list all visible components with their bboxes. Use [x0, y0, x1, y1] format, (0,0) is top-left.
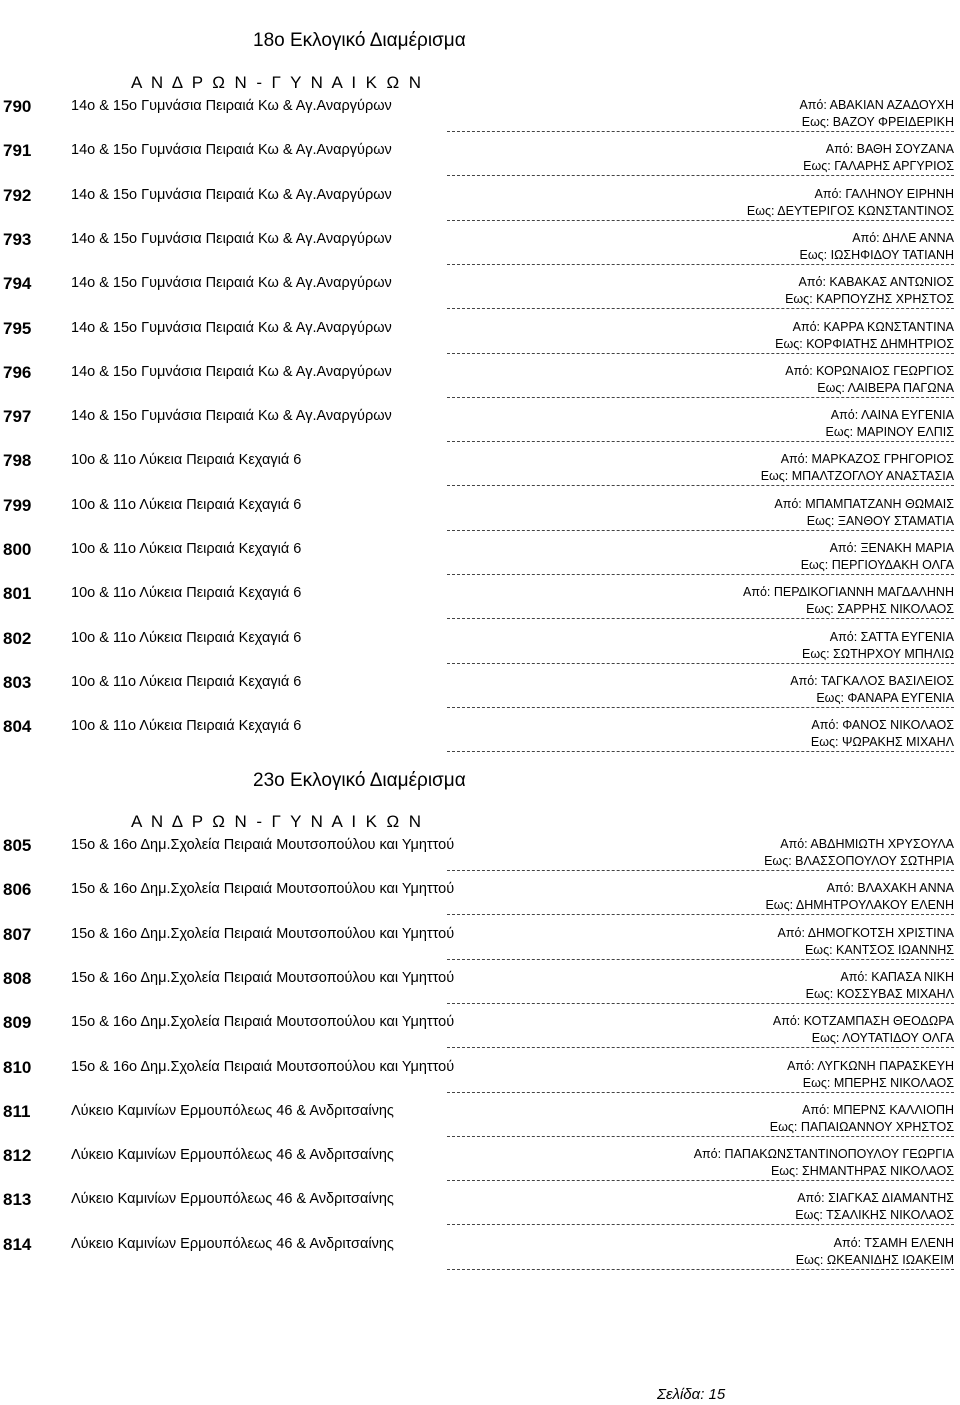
- range-from: Από: ΤΑΓΚΑΛΟΣ ΒΑΣΙΛΕΙΟΣ: [790, 673, 954, 688]
- range-from: Από: ΦΑΝΟΣ ΝΙΚΟΛΑΟΣ: [811, 718, 954, 733]
- polling-location: 15ο & 16ο Δημ.Σχολεία Πειραιά Μουτσοπούλου και Υμηττού: [71, 1014, 455, 1031]
- dashed-divider: [447, 397, 954, 398]
- range-to: Εως: ΔΗΜΗΤΡΟΥΛΑΚΟΥ ΕΛΕΝΗ: [765, 898, 954, 913]
- range-from: Από: ΠΕΡΔΙΚΟΓΙΑΝΝΗ ΜΑΓΔΑΛΗΝΗ: [743, 585, 954, 600]
- polling-station-number: 801: [3, 584, 32, 604]
- polling-station-number: 800: [3, 540, 32, 559]
- polling-station-number: 808: [3, 968, 32, 988]
- polling-location: 14ο & 15ο Γυμνάσια Πειραιά Κω & Αγ.Αναργύρων: [71, 319, 392, 336]
- table-row: [0, 673, 960, 717]
- section-title: 18ο Εκλογικό Διαμέρισμα: [253, 30, 466, 51]
- dashed-divider: [447, 959, 954, 960]
- table-row: [0, 363, 960, 407]
- polling-station-number: 791: [3, 141, 32, 161]
- polling-location: 14ο & 15ο Γυμνάσια Πειραιά Κω & Αγ.Αναργύρων: [71, 275, 392, 292]
- range-to: Εως: ΦΑΝΑΡΑ ΕΥΓΕΝΙΑ: [816, 690, 954, 705]
- polling-station-number: 805: [3, 836, 32, 855]
- range-from: Από: ΛΑΙΝΑ ΕΥΓΕΝΙΑ: [830, 408, 954, 423]
- polling-station-number: 814: [3, 1234, 32, 1254]
- range-to: Εως: ΤΣΑΛΙΚΗΣ ΝΙΚΟΛΑΟΣ: [795, 1208, 954, 1223]
- polling-location: 10ο & 11ο Λύκεια Πειραιά Κεχαγιά 6: [71, 452, 302, 469]
- range-to: Εως: ΒΛΑΣΣΟΠΟΥΛΟΥ ΣΩΤΗΡΙΑ: [764, 854, 954, 868]
- range-from: Από: ΜΠΑΜΠΑΤΖΑΝΗ ΘΩΜΑΙΣ: [774, 496, 954, 511]
- polling-location: 10ο & 11ο Λύκεια Πειραιά Κεχαγιά 6: [71, 673, 302, 690]
- polling-location: 14ο & 15ο Γυμνάσια Πειραιά Κω & Αγ.Αναργύρων: [71, 186, 392, 203]
- dashed-divider: [447, 1269, 954, 1270]
- range-to: Εως: ΙΩΣΗΦΙΔΟΥ ΤΑΤΙΑΝΗ: [799, 247, 954, 262]
- polling-station-number: 811: [3, 1101, 31, 1121]
- dashed-divider: [447, 264, 954, 265]
- polling-location: 10ο & 11ο Λύκεια Πειραιά Κεχαγιά 6: [71, 718, 302, 735]
- table-row: [0, 969, 960, 1013]
- dashed-divider: [447, 131, 954, 132]
- polling-location: 14ο & 15ο Γυμνάσια Πειραιά Κω & Αγ.Αναργύρων: [71, 408, 392, 425]
- section-subtitle: Α Ν Δ Ρ Ω Ν - Γ Υ Ν Α Ι Κ Ω Ν: [131, 73, 424, 92]
- polling-location: 14ο & 15ο Γυμνάσια Πειραιά Κω & Αγ.Αναργύρων: [71, 142, 392, 159]
- polling-location: 15ο & 16ο Δημ.Σχολεία Πειραιά Μουτσοπούλου και Υμηττού: [71, 837, 455, 853]
- dashed-divider: [447, 618, 954, 619]
- table-row: [0, 540, 960, 584]
- dashed-divider: [447, 308, 954, 309]
- polling-location: Λύκειο Καμινίων Ερμουπόλεως 46 & Ανδριτσαίνης: [71, 1102, 394, 1119]
- table-row: [0, 1102, 960, 1146]
- polling-station-number: 804: [3, 717, 32, 737]
- range-from: Από: ΚΑΒΑΚΑΣ ΑΝΤΩΝΙΟΣ: [798, 275, 954, 290]
- dashed-divider: [447, 1092, 954, 1093]
- dashed-divider: [447, 1180, 954, 1181]
- range-from: Από: ΒΛΑΧΑΚΗ ΑΝΝΑ: [826, 881, 954, 896]
- dashed-divider: [447, 914, 954, 915]
- polling-station-number: 802: [3, 628, 32, 648]
- table-row: [0, 880, 960, 924]
- section-title: 23ο Εκλογικό Διαμέρισμα: [253, 770, 466, 791]
- range-from: Από: ΑΒΔΗΜΙΩΤΗ ΧΡΥΣΟΥΛΑ: [780, 837, 954, 851]
- range-to: Εως: ΨΩΡΑΚΗΣ ΜΙΧΑΗΛ: [810, 735, 954, 750]
- polling-station-number: 796: [3, 362, 32, 382]
- table-row: [0, 1235, 960, 1279]
- polling-location: 15ο & 16ο Δημ.Σχολεία Πειραιά Μουτσοπούλου και Υμηττού: [71, 925, 455, 942]
- range-to: Εως: ΣΑΡΡΗΣ ΝΙΚΟΛΑΟΣ: [806, 602, 954, 617]
- range-from: Από: ΜΠΕΡΝΣ ΚΑΛΛΙΟΠΗ: [802, 1102, 954, 1117]
- polling-location: 10ο & 11ο Λύκεια Πειραιά Κεχαγιά 6: [71, 629, 302, 646]
- dashed-divider: [447, 175, 954, 176]
- table-row: [0, 836, 960, 880]
- range-from: Από: ΠΑΠΑΚΩΝΣΤΑΝΤΙΝΟΠΟΥΛΟΥ ΓΕΩΡΓΙΑ: [693, 1147, 954, 1162]
- table-row: [0, 319, 960, 363]
- dashed-divider: [447, 1003, 954, 1004]
- polling-location: 15ο & 16ο Δημ.Σχολεία Πειραιά Μουτσοπούλου και Υμηττού: [71, 1058, 455, 1075]
- polling-station-number: 798: [3, 451, 32, 471]
- range-from: Από: ΔΗΜΟΓΚΟΤΣΗ ΧΡΙΣΤΙΝΑ: [777, 925, 954, 940]
- section-subtitle: Α Ν Δ Ρ Ω Ν - Γ Υ Ν Α Ι Κ Ω Ν: [131, 812, 424, 831]
- polling-station-number: 806: [3, 880, 32, 900]
- table-row: [0, 97, 960, 141]
- range-to: Εως: ΠΕΡΓΙΟΥΔΑΚΗ ΟΛΓΑ: [800, 558, 954, 572]
- dashed-divider: [447, 530, 954, 531]
- range-from: Από: ΞΕΝΑΚΗ ΜΑΡΙΑ: [829, 541, 954, 555]
- table-row: [0, 496, 960, 540]
- range-to: Εως: ΔΕΥΤΕΡΙΓΟΣ ΚΩΝΣΤΑΝΤΙΝΟΣ: [746, 203, 954, 218]
- table-row: [0, 717, 960, 761]
- polling-location: 15ο & 16ο Δημ.Σχολεία Πειραιά Μουτσοπούλου και Υμηττού: [71, 969, 455, 986]
- dashed-divider: [447, 751, 954, 752]
- table-row: [0, 230, 960, 274]
- polling-location: 10ο & 11ο Λύκεια Πειραιά Κεχαγιά 6: [71, 496, 302, 513]
- table-row: [0, 1146, 960, 1190]
- polling-location: 14ο & 15ο Γυμνάσια Πειραιά Κω & Αγ.Αναργύρων: [71, 363, 392, 380]
- range-from: Από: ΒΑΘΗ ΣΟΥΖΑΝΑ: [825, 142, 954, 157]
- table-row: [0, 141, 960, 185]
- polling-station-number: 795: [3, 318, 32, 338]
- dashed-divider: [447, 485, 954, 486]
- range-to: Εως: ΛΟΥΤΑΤΙΔΟΥ ΟΛΓΑ: [811, 1031, 954, 1046]
- dashed-divider: [447, 441, 954, 442]
- range-to: Εως: ΚΟΡΦΙΑΤΗΣ ΔΗΜΗΤΡΙΟΣ: [775, 336, 954, 351]
- polling-station-number: 793: [3, 229, 32, 249]
- polling-location: 14ο & 15ο Γυμνάσια Πειραιά Κω & Αγ.Αναργύρων: [71, 230, 392, 247]
- polling-location: 15ο & 16ο Δημ.Σχολεία Πειραιά Μουτσοπούλου και Υμηττού: [71, 881, 455, 898]
- table-row: [0, 451, 960, 495]
- polling-station-number: 807: [3, 924, 32, 944]
- dashed-divider: [447, 220, 954, 221]
- range-to: Εως: ΚΟΣΣΥΒΑΣ ΜΙΧΑΗΛ: [805, 986, 954, 1001]
- range-from: Από: ΚΑΡΡΑ ΚΩΝΣΤΑΝΤΙΝΑ: [792, 319, 954, 334]
- dashed-divider: [447, 1047, 954, 1048]
- range-to: Εως: ΚΑΝΤΣΟΣ ΙΩΑΝΝΗΣ: [804, 942, 954, 957]
- range-from: Από: ΤΣΑΜΗ ΕΛΕΝΗ: [833, 1235, 954, 1250]
- range-from: Από: ΓΑΛΗΝΟΥ ΕΙΡΗΝΗ: [814, 186, 954, 201]
- range-to: Εως: ΠΑΠΑΙΩΑΝΝΟΥ ΧΡΗΣΤΟΣ: [769, 1119, 954, 1134]
- polling-location: Λύκειο Καμινίων Ερμουπόλεως 46 & Ανδριτσαίνης: [71, 1147, 394, 1164]
- range-to: Εως: ΜΠΕΡΗΣ ΝΙΚΟΛΑΟΣ: [802, 1075, 954, 1090]
- dashed-divider: [447, 663, 954, 664]
- table-row: [0, 274, 960, 318]
- page-number: Σελίδα: 15: [657, 1386, 726, 1403]
- range-to: Εως: ΣΩΤΗΡΧΟΥ ΜΠΗΛΙΩ: [801, 646, 954, 661]
- table-row: [0, 186, 960, 230]
- polling-location: 10ο & 11ο Λύκεια Πειραιά Κεχαγιά 6: [71, 541, 302, 557]
- range-to: Εως: ΞΑΝΘΟΥ ΣΤΑΜΑΤΙΑ: [806, 513, 954, 528]
- range-from: Από: ΣΙΑΓΚΑΣ ΔΙΑΜΑΝΤΗΣ: [797, 1191, 954, 1206]
- polling-station-number: 813: [3, 1190, 32, 1210]
- polling-station-number: 799: [3, 495, 32, 515]
- range-to: Εως: ΚΑΡΠΟΥΖΗΣ ΧΡΗΣΤΟΣ: [785, 292, 954, 307]
- range-from: Από: ΚΑΠΑΣΑ ΝΙΚΗ: [840, 969, 954, 984]
- table-row: [0, 1190, 960, 1234]
- polling-station-number: 810: [3, 1057, 32, 1077]
- range-to: Εως: ΒΑΖΟΥ ΦΡΕΙΔΕΡΙΚΗ: [801, 115, 954, 129]
- polling-station-number: 809: [3, 1013, 32, 1033]
- range-from: Από: ΚΟΤΖΑΜΠΑΣΗ ΘΕΟΔΩΡΑ: [772, 1014, 954, 1029]
- polling-station-number: 792: [3, 185, 32, 205]
- polling-station-number: 812: [3, 1146, 32, 1166]
- range-to: Εως: ΛΑΙΒΕΡΑ ΠΑΓΩΝΑ: [817, 380, 954, 395]
- dashed-divider: [447, 1136, 954, 1137]
- range-to: Εως: ΓΑΛΑΡΗΣ ΑΡΓΥΡΙΟΣ: [803, 159, 954, 174]
- polling-station-number: 797: [3, 407, 32, 427]
- polling-location: 14ο & 15ο Γυμνάσια Πειραιά Κω & Αγ.Αναργύρων: [71, 98, 392, 114]
- polling-location: Λύκειο Καμινίων Ερμουπόλεως 46 & Ανδριτσαίνης: [71, 1191, 394, 1208]
- range-from: Από: ΛΥΓΚΩΝΗ ΠΑΡΑΣΚΕΥΗ: [787, 1058, 954, 1073]
- dashed-divider: [447, 574, 954, 575]
- dashed-divider: [447, 707, 954, 708]
- range-to: Εως: ΣΗΜΑΝΤΗΡΑΣ ΝΙΚΟΛΑΟΣ: [770, 1164, 954, 1179]
- table-row: [0, 407, 960, 451]
- range-from: Από: ΜΑΡΚΑΖΟΣ ΓΡΗΓΟΡΙΟΣ: [780, 452, 954, 467]
- polling-location: 10ο & 11ο Λύκεια Πειραιά Κεχαγιά 6: [71, 585, 302, 602]
- dashed-divider: [447, 353, 954, 354]
- table-row: [0, 1058, 960, 1102]
- polling-station-number: 790: [3, 97, 32, 116]
- range-to: Εως: ΜΑΡΙΝΟΥ ΕΛΠΙΣ: [825, 425, 954, 440]
- table-row: [0, 584, 960, 628]
- table-row: [0, 629, 960, 673]
- dashed-divider: [447, 870, 954, 871]
- polling-location: Λύκειο Καμινίων Ερμουπόλεως 46 & Ανδριτσαίνης: [71, 1235, 394, 1252]
- range-from: Από: ΔΗΛΕ ΑΝΝΑ: [852, 230, 954, 245]
- table-row: [0, 925, 960, 969]
- range-from: Από: ΣΑΤΤΑ ΕΥΓΕΝΙΑ: [829, 629, 954, 644]
- range-from: Από: ΚΟΡΩΝΑΙΟΣ ΓΕΩΡΓΙΟΣ: [785, 363, 954, 378]
- table-row: [0, 1013, 960, 1057]
- polling-station-number: 803: [3, 672, 32, 692]
- range-from: Από: ΑΒΑΚΙΑΝ ΑΖΑΔΟΥΧΗ: [799, 98, 954, 112]
- range-to: Εως: ΜΠΑΛΤΖΟΓΛΟΥ ΑΝΑΣΤΑΣΙΑ: [760, 469, 954, 484]
- polling-station-number: 794: [3, 274, 32, 294]
- range-to: Εως: ΩΚΕΑΝΙΔΗΣ ΙΩΑΚΕΙΜ: [795, 1252, 954, 1267]
- dashed-divider: [447, 1224, 954, 1225]
